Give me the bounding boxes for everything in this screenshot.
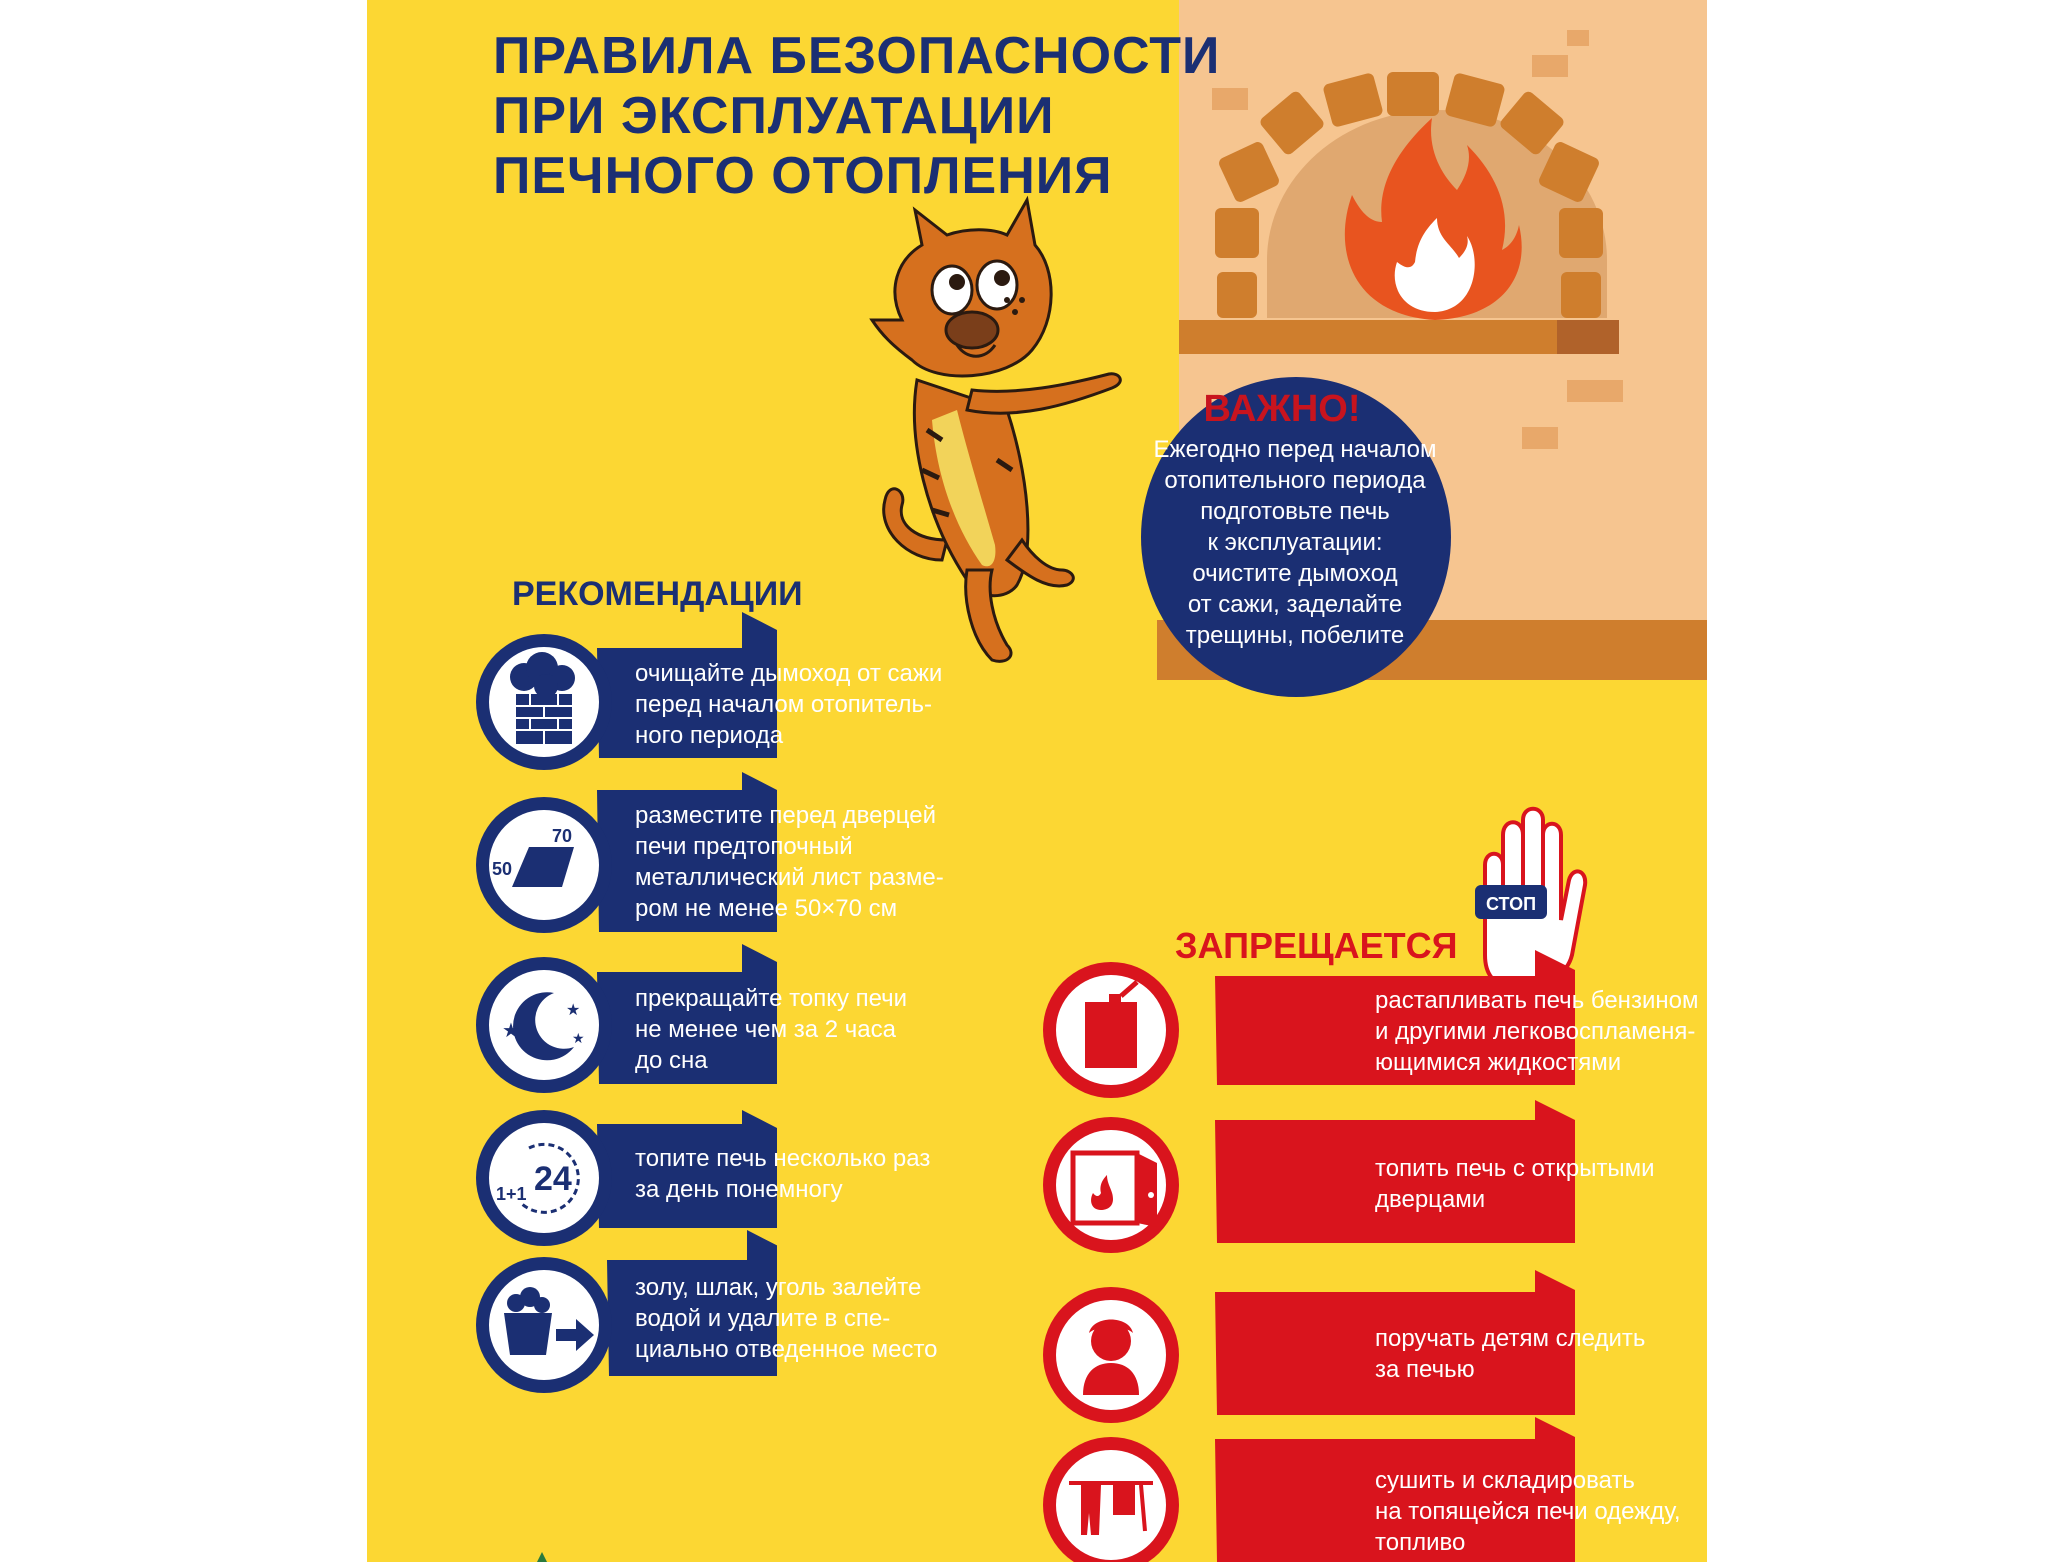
recommendation-line: циально отведенное место: [635, 1336, 938, 1363]
recommendation-line: до сна: [635, 1047, 708, 1074]
important-line: отопительного периода: [1164, 467, 1426, 494]
important-line: к эксплуатации:: [1207, 529, 1383, 556]
chimney-smoke-icon: [474, 632, 614, 772]
recommendation-text: [635, 658, 942, 751]
recommendations-title: РЕКОМЕНДАЦИИ: [512, 575, 803, 613]
recommendation-line: разместите перед дверцей: [635, 802, 937, 829]
forbidden-line: дверцами: [1375, 1186, 1486, 1213]
clock-24-icon: [474, 1108, 614, 1248]
important-text: [1145, 434, 1445, 651]
forbidden-text: [1375, 1465, 1681, 1558]
svg-text:★: ★: [502, 1018, 520, 1042]
forbidden-line: за печью: [1375, 1356, 1475, 1383]
forbidden-line: топить печь с открытыми: [1375, 1155, 1655, 1182]
important-title: ВАЖНО!: [1203, 388, 1361, 430]
recommendation-line: перед началом отопитель-: [635, 691, 932, 718]
page-title-line: ПРИ ЭКСПЛУАТАЦИИ: [493, 87, 1055, 145]
important-line: подготовьте печь: [1200, 498, 1390, 525]
recommendation-line: ром не менее 50×70 см: [635, 895, 898, 922]
drying-clothes-icon: [1041, 1435, 1181, 1562]
forbidden-line: топливо: [1375, 1529, 1466, 1556]
forbidden-line: на топящейся печи одежду,: [1375, 1498, 1681, 1525]
svg-text:★: ★: [566, 1000, 581, 1019]
forbidden-line: и другими легковоспламеня-: [1375, 1018, 1696, 1045]
sheet-size-a: 50: [492, 859, 513, 879]
important-line: трещины, побелите: [1185, 622, 1405, 649]
stop-label: СТОП: [1485, 894, 1537, 914]
fuel-canister-icon: [1041, 960, 1181, 1100]
recommendation-line: печи предтопочный: [635, 833, 853, 860]
metal-sheet-icon: [474, 795, 614, 935]
open-stove-door-icon: [1041, 1115, 1181, 1255]
poster: [367, 0, 1707, 1562]
recommendation-line: ного периода: [635, 722, 784, 749]
forbidden-line: сушить и складировать: [1375, 1467, 1635, 1494]
icon-24-label: 24: [534, 1160, 572, 1198]
moon-stars-icon: [474, 955, 614, 1095]
recommendation-text: [635, 800, 944, 924]
forbidden-line: поручать детям следить: [1375, 1325, 1646, 1352]
forbidden-text: [1375, 985, 1698, 1078]
recommendation-line: водой и удалите в спе-: [635, 1305, 891, 1332]
forbidden-line: растапливать печь бензином: [1375, 987, 1699, 1014]
page-title-line: ПРАВИЛА БЕЗОПАСНОСТИ: [493, 27, 1221, 85]
cat-illustration: [872, 200, 1120, 661]
recommendation-text: [635, 1143, 930, 1205]
important-line: от сажи, заделайте: [1187, 591, 1403, 618]
child-icon: [1041, 1285, 1181, 1425]
forbidden-title: ЗАПРЕЩАЕТСЯ: [1175, 925, 1458, 966]
recommendation-text: [635, 1272, 938, 1365]
forbidden-text: [1375, 1323, 1645, 1385]
recommendation-line: металлический лист разме-: [635, 864, 944, 891]
important-line: очистите дымоход: [1192, 560, 1398, 587]
page-title-line: ПЕЧНОГО ОТОПЛЕНИЯ: [493, 147, 1113, 205]
page-title: [493, 26, 1220, 206]
forbidden-text: [1375, 1153, 1655, 1215]
important-line: Ежегодно перед началом: [1153, 436, 1437, 463]
recommendation-line: прекращайте топку печи: [635, 985, 908, 1012]
oven-shelf: [1179, 320, 1619, 354]
recommendation-line: не менее чем за 2 часа: [635, 1016, 896, 1043]
bucket-arrow-icon: [474, 1255, 614, 1395]
icon-1plus1-label: 1+1: [496, 1184, 527, 1204]
svg-text:★: ★: [572, 1031, 585, 1047]
recommendation-line: топите печь несколько раз: [635, 1145, 931, 1172]
recommendation-line: очищайте дымоход от сажи: [635, 660, 943, 687]
sheet-size-b: 70: [552, 826, 573, 846]
forbidden-line: ющимися жидкостями: [1375, 1049, 1622, 1076]
recommendation-line: золу, шлак, уголь залейте: [635, 1274, 922, 1301]
recommendation-text: [635, 983, 907, 1076]
recommendation-line: за день понемногу: [635, 1176, 843, 1203]
